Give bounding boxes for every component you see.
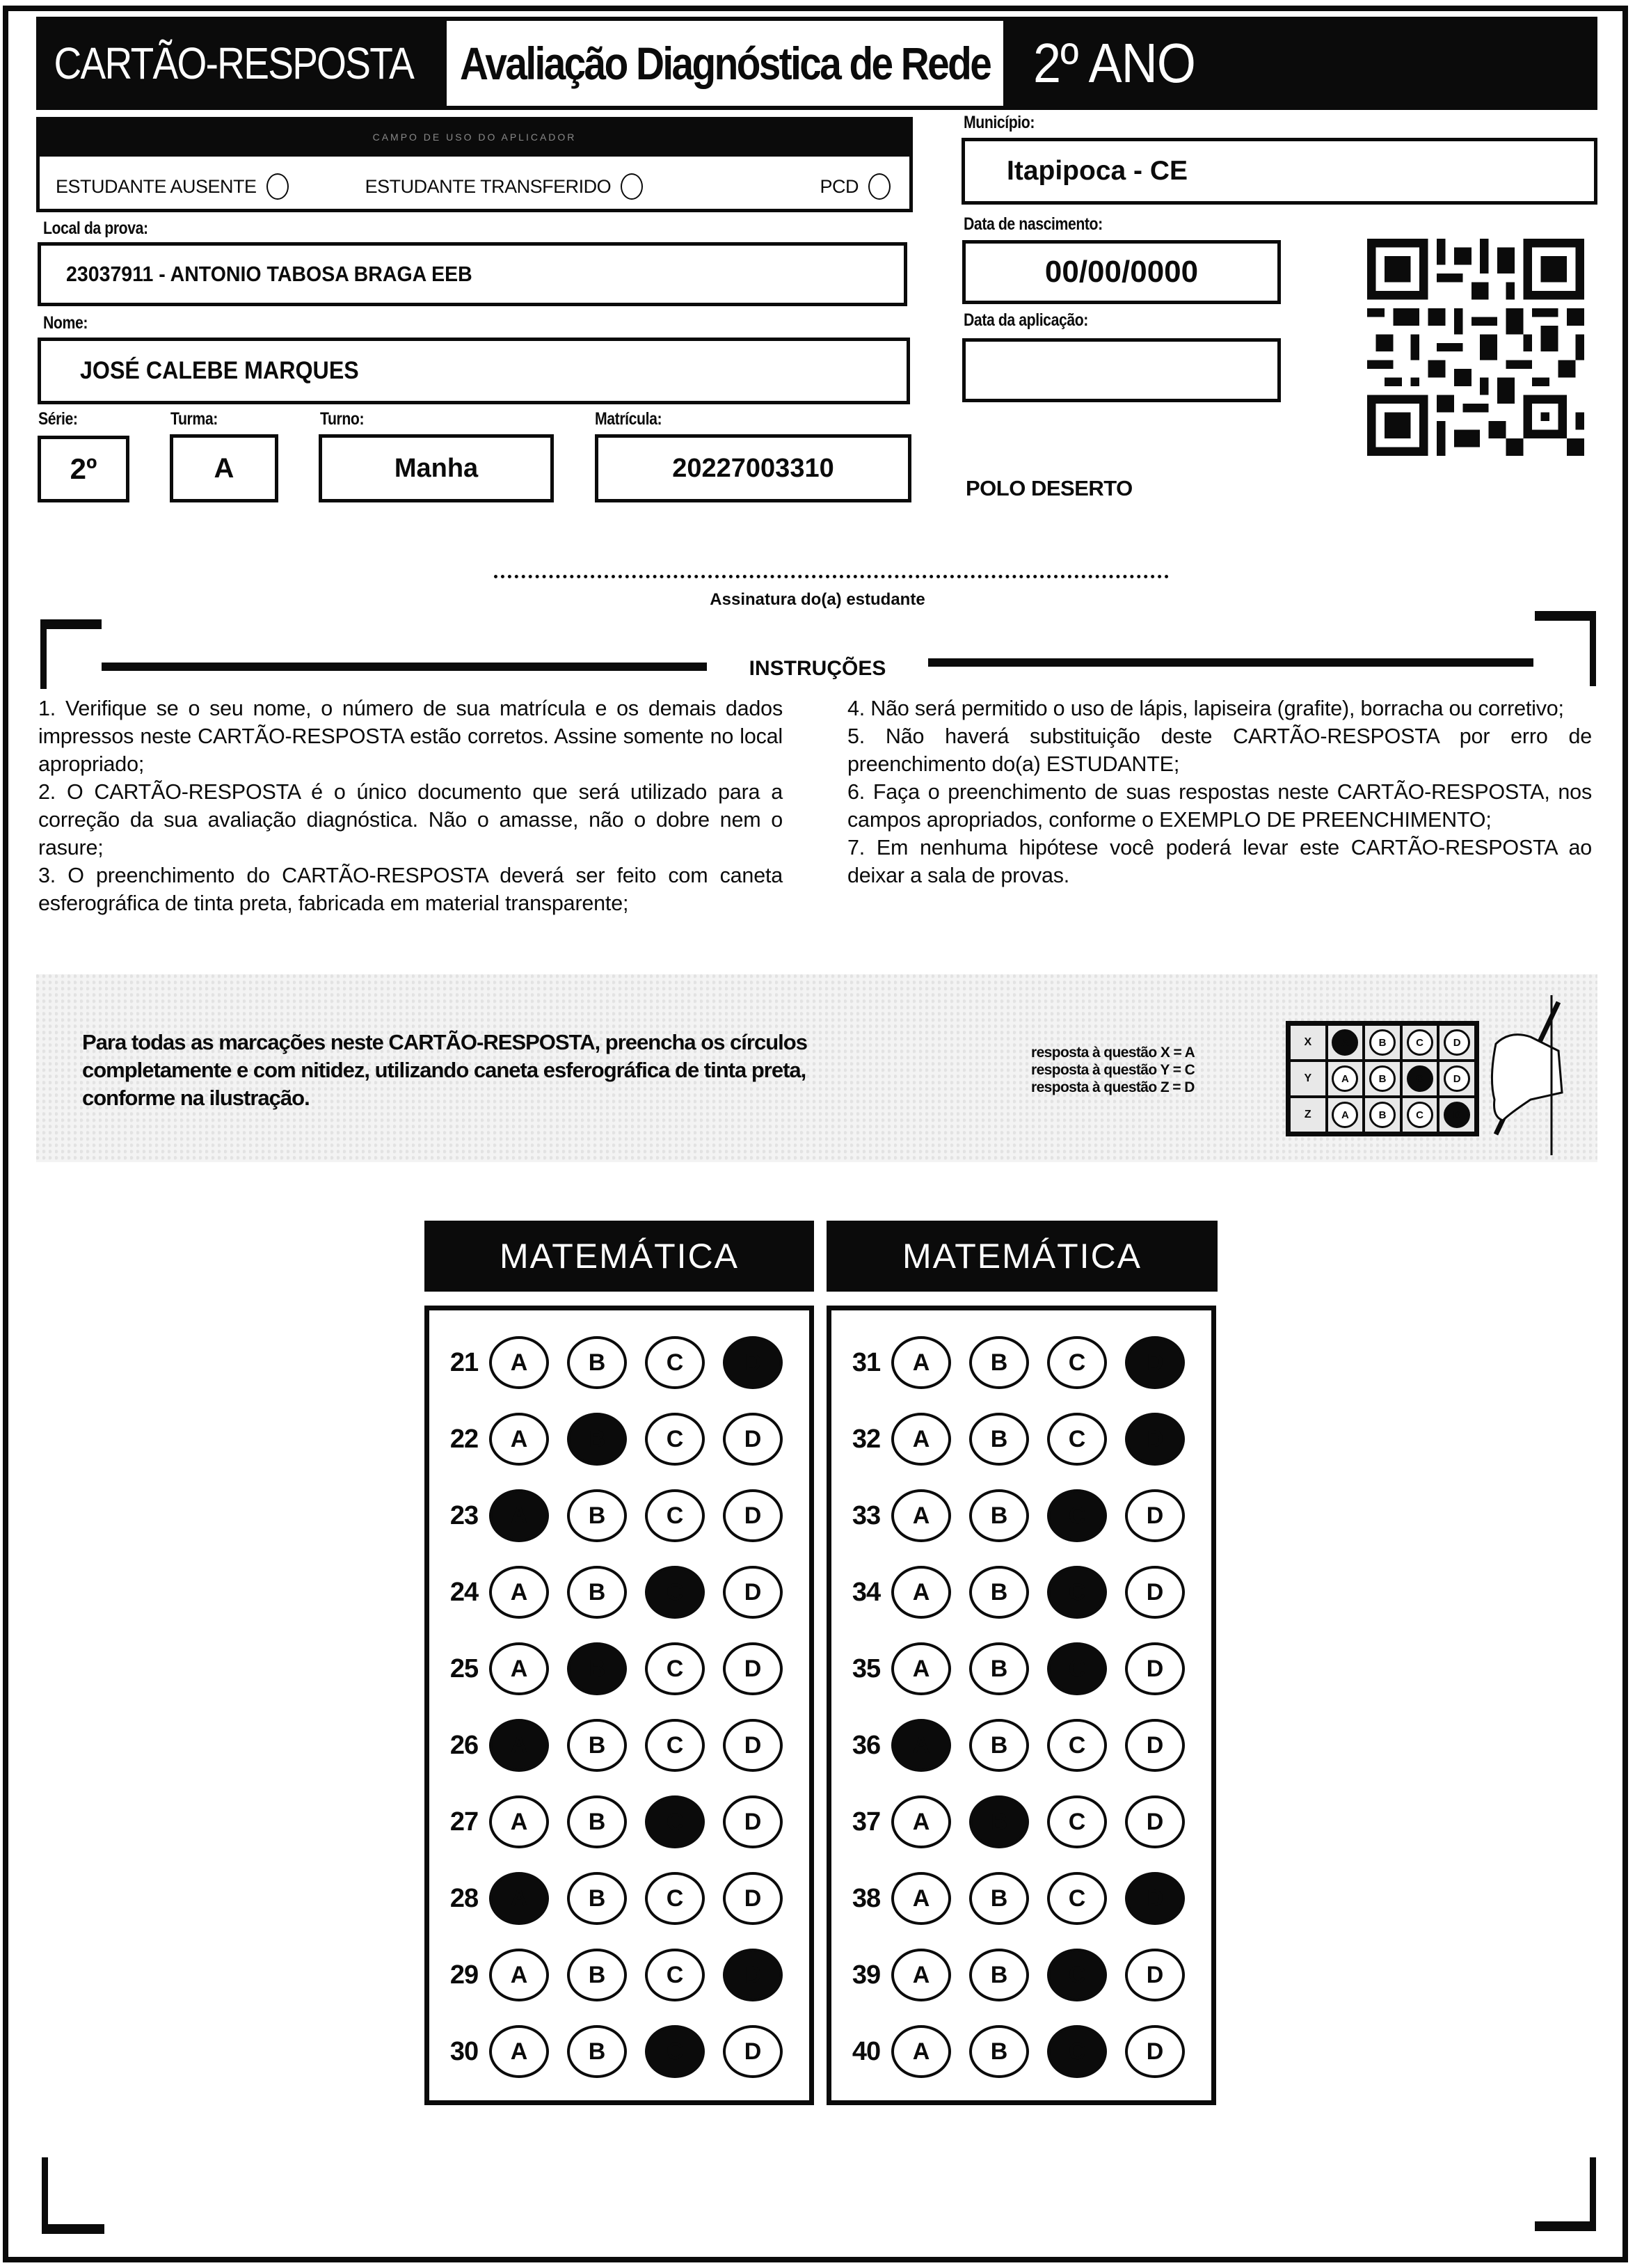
question-row	[429, 1554, 809, 1631]
card-label: CARTÃO-RESPOSTA	[54, 38, 414, 88]
example-bubble-d: D	[1444, 1065, 1470, 1092]
answer-bubble-a[interactable]: A	[891, 2025, 951, 2078]
question-number: 21	[449, 1347, 479, 1377]
question-number: 37	[852, 1807, 881, 1837]
answer-bubble-b[interactable]: B	[567, 1719, 627, 1772]
absent-radio[interactable]	[266, 173, 289, 200]
instructions-left	[38, 695, 783, 917]
question-row	[831, 1937, 1211, 2013]
example-cell	[1364, 1061, 1401, 1097]
answer-bubble-b[interactable]: B	[969, 1566, 1029, 1619]
title-box	[447, 21, 1003, 106]
pcd-radio[interactable]	[868, 173, 891, 200]
example-cell	[1401, 1024, 1439, 1061]
question-row	[831, 1554, 1211, 1631]
answer-bubble-a[interactable]: A	[489, 1489, 549, 1542]
question-row	[429, 2013, 809, 2090]
question-number: 40	[852, 2036, 881, 2066]
answer-bubble-d[interactable]: D	[1125, 1336, 1185, 1389]
question-row	[831, 1631, 1211, 1707]
answer-bubble-a[interactable]: A	[489, 1413, 549, 1466]
instruction-3: 3. O preenchimento do CARTÃO-RESPOSTA deverá ser feito com caneta esferográfica de tinta preta, fabricada em material transparente;	[38, 864, 783, 915]
instruction-2: 2. O CARTÃO-RESPOSTA é o único documento que será utilizado para a correção da sua avaliação diagnóstica. Não o amasse, não o dobre nem o rasure;	[38, 780, 783, 859]
instructions-right	[847, 695, 1592, 889]
corner-mark-tr-h	[1535, 611, 1596, 621]
example-cell	[1327, 1097, 1364, 1133]
serie-label: Série:	[38, 409, 78, 429]
answer-bubble-a[interactable]: A	[891, 1566, 951, 1619]
corner-mark-br-h	[1535, 2221, 1596, 2231]
instruction-5: 5. Não haverá substituição deste CARTÃO-RESPOSTA por erro de preenchimento do(a) ESTUDANTE;	[847, 724, 1592, 776]
signature-label: Assinatura do(a) estudante	[710, 590, 925, 609]
answer-bubble-b[interactable]: B	[567, 2025, 627, 2078]
example-cell	[1364, 1097, 1401, 1133]
question-number: 32	[852, 1424, 881, 1454]
answer-bubble-c[interactable]: C	[645, 1489, 705, 1542]
question-number: 29	[449, 1960, 479, 1990]
turma-field	[170, 434, 278, 502]
example-bubble-c: C	[1407, 1102, 1433, 1128]
answer-bubble-a[interactable]: A	[891, 1336, 951, 1389]
local-value: 23037911 - ANTONIO TABOSA BRAGA EEB	[66, 262, 472, 286]
answer-bubble-d[interactable]: D	[1125, 2025, 1185, 2078]
question-row	[831, 1860, 1211, 1937]
answer-bubble-a[interactable]: A	[891, 1719, 951, 1772]
corner-mark-tl-h	[40, 619, 102, 629]
answer-bubble-b[interactable]: B	[969, 1413, 1029, 1466]
answer-bubble-a[interactable]: A	[489, 2025, 549, 2078]
answer-bubble-b[interactable]: B	[969, 1872, 1029, 1925]
answer-bubble-d[interactable]: D	[1125, 1872, 1185, 1925]
instruction-1: 1. Verifique se o seu nome, o número de sua matrícula e os demais dados impressos neste CARTÃO-RESPOSTA estão corretos. Assine somente no local apropriado;	[38, 697, 783, 776]
answer-bubble-d[interactable]: D	[1125, 1413, 1185, 1466]
matricula-label: Matrícula:	[595, 409, 662, 429]
nome-value: JOSÉ CALEBE MARQUES	[80, 357, 359, 384]
answer-bubble-b[interactable]: B	[969, 2025, 1029, 2078]
answer-bubble-b[interactable]: B	[567, 1413, 627, 1466]
answer-bubble-a[interactable]: A	[891, 1795, 951, 1848]
example-bubble-a: A	[1332, 1102, 1358, 1128]
answer-bubble-a[interactable]: A	[891, 1489, 951, 1542]
question-number: 31	[852, 1347, 881, 1377]
turma-label: Turma:	[170, 409, 218, 429]
example-grid	[1286, 1021, 1479, 1136]
answer-bubble-a[interactable]: A	[891, 1413, 951, 1466]
answer-bubble-d[interactable]: D	[723, 1336, 783, 1389]
answer-bubble-b[interactable]: B	[969, 1949, 1029, 2001]
aplicacao-field	[962, 338, 1281, 402]
answer-bubble-b[interactable]: B	[567, 1949, 627, 2001]
option-transferred-label: ESTUDANTE TRANSFERIDO	[365, 175, 612, 197]
answer-bubble-b[interactable]: B	[567, 1566, 627, 1619]
question-number: 39	[852, 1960, 881, 1990]
answer-bubble-c[interactable]: C	[1047, 1336, 1107, 1389]
option-absent-label: ESTUDANTE AUSENTE	[56, 175, 257, 197]
question-row	[429, 1784, 809, 1860]
serie-field	[38, 436, 129, 502]
answer-bubble-c[interactable]: C	[645, 1566, 705, 1619]
applicator-band: CAMPO DE USO DO APLICADOR	[36, 117, 913, 157]
question-number: 22	[449, 1424, 479, 1454]
hand-pen-icon	[1482, 995, 1565, 1155]
legend-z: resposta à questão Z = D	[1031, 1079, 1195, 1095]
answer-bubble-d[interactable]: D	[723, 1566, 783, 1619]
question-row	[429, 1860, 809, 1937]
example-bubble-b: B	[1369, 1102, 1396, 1128]
matricula-field	[595, 434, 911, 502]
instructions-title: INSTRUÇÕES	[749, 657, 886, 680]
local-label: Local da prova:	[43, 219, 148, 238]
answer-bubble-a[interactable]: A	[891, 1872, 951, 1925]
example-bubble-a: A	[1332, 1065, 1358, 1092]
qr-code-icon	[1367, 239, 1584, 456]
example-cell	[1327, 1024, 1364, 1061]
example-question-label: X	[1289, 1024, 1327, 1061]
instruction-6: 6. Faça o preenchimento de suas respostas neste CARTÃO-RESPOSTA, nos campos apropriados, conforme o EXEMPLO DE PREENCHIMENTO;	[847, 780, 1592, 832]
legend-x: resposta à questão X = A	[1031, 1045, 1195, 1061]
answer-bubble-c[interactable]: C	[1047, 1642, 1107, 1695]
answer-bubble-a[interactable]: A	[489, 1795, 549, 1848]
polo-label: POLO DESERTO	[966, 476, 1133, 500]
answer-bubble-c[interactable]: C	[645, 1795, 705, 1848]
answer-bubble-b[interactable]: B	[969, 1489, 1029, 1542]
answer-bubble-a[interactable]: A	[891, 1949, 951, 2001]
example-bubble-b: B	[1369, 1065, 1396, 1092]
option-transferred[interactable]	[365, 173, 644, 200]
answer-bubble-a[interactable]: A	[891, 1642, 951, 1695]
option-pcd-label: PCD	[820, 175, 859, 197]
municipio-label: Município:	[964, 113, 1035, 132]
answer-bubble-d[interactable]: D	[723, 2025, 783, 2078]
answer-bubble-c[interactable]: C	[1047, 1413, 1107, 1466]
answer-bubble-d[interactable]: D	[1125, 1566, 1185, 1619]
question-row	[831, 1784, 1211, 1860]
page-title: Avaliação Diagnóstica de Rede	[459, 38, 991, 89]
turno-label: Turno:	[320, 409, 365, 429]
answer-bubble-c[interactable]: C	[1047, 1872, 1107, 1925]
question-number: 35	[852, 1654, 881, 1683]
transferred-radio[interactable]	[621, 173, 643, 200]
answer-bubble-d[interactable]: D	[723, 1719, 783, 1772]
question-number: 33	[852, 1500, 881, 1530]
answer-bubble-b[interactable]: B	[567, 1642, 627, 1695]
option-absent[interactable]	[56, 173, 289, 200]
answer-bubble-c[interactable]: C	[1047, 1566, 1107, 1619]
question-row	[429, 1477, 809, 1554]
question-number: 28	[449, 1883, 479, 1913]
answer-bubble-b[interactable]: B	[969, 1795, 1029, 1848]
answer-bubble-d[interactable]: D	[723, 1949, 783, 2001]
answer-bubble-b[interactable]: B	[567, 1336, 627, 1389]
answer-grid	[424, 1306, 814, 2105]
turno-value: Manha	[394, 453, 479, 483]
question-row	[831, 1401, 1211, 1477]
answer-bubble-d[interactable]: D	[1125, 1489, 1185, 1542]
question-row	[429, 1707, 809, 1784]
example-bubble-d: D	[1444, 1102, 1470, 1128]
matricula-value: 20227003310	[672, 453, 834, 483]
example-cell	[1438, 1061, 1476, 1097]
answer-bubble-b[interactable]: B	[969, 1336, 1029, 1389]
question-number: 36	[852, 1730, 881, 1760]
option-pcd[interactable]	[820, 173, 891, 200]
answer-bubble-b[interactable]: B	[567, 1489, 627, 1542]
answer-bubble-b[interactable]: B	[969, 1642, 1029, 1695]
answer-bubble-d[interactable]: D	[723, 1642, 783, 1695]
answer-bubble-d[interactable]: D	[1125, 1642, 1185, 1695]
example-cell	[1401, 1097, 1439, 1133]
answer-bubble-c[interactable]: C	[645, 1872, 705, 1925]
answer-bubble-c[interactable]: C	[1047, 1489, 1107, 1542]
answer-bubble-a[interactable]: A	[489, 1719, 549, 1772]
example-bubble-d: D	[1444, 1029, 1470, 1056]
question-number: 24	[449, 1577, 479, 1607]
question-number: 34	[852, 1577, 881, 1607]
example-question-label: Z	[1289, 1097, 1327, 1133]
question-row	[429, 1631, 809, 1707]
answer-bubble-b[interactable]: B	[567, 1872, 627, 1925]
answer-bubble-d[interactable]: D	[723, 1489, 783, 1542]
example-question-label: Y	[1289, 1061, 1327, 1097]
turma-value: A	[214, 452, 234, 484]
question-number: 30	[449, 2036, 479, 2066]
aplicacao-label: Data da aplicação:	[964, 310, 1088, 330]
example-cell	[1438, 1024, 1476, 1061]
serie-value: 2º	[70, 452, 97, 485]
answer-bubble-c[interactable]: C	[1047, 2025, 1107, 2078]
example-cell	[1401, 1061, 1439, 1097]
grade-label: 2º ANO	[1033, 32, 1196, 94]
answer-bubble-c[interactable]: C	[1047, 1795, 1107, 1848]
question-row	[831, 1324, 1211, 1401]
answer-bubble-c[interactable]: C	[645, 1413, 705, 1466]
answer-sheet-2	[827, 1221, 1218, 2105]
question-row	[831, 1477, 1211, 1554]
example-bubble-c: C	[1407, 1065, 1433, 1092]
example-bubble-b: B	[1369, 1029, 1396, 1056]
answer-bubble-a[interactable]: A	[489, 1336, 549, 1389]
question-row	[831, 2013, 1211, 2090]
answer-bubble-d[interactable]: D	[1125, 1949, 1185, 2001]
answer-bubble-d[interactable]: D	[1125, 1719, 1185, 1772]
question-number: 25	[449, 1654, 479, 1683]
nascimento-field	[962, 240, 1281, 304]
question-number: 38	[852, 1883, 881, 1913]
answer-bubble-c[interactable]: C	[1047, 1719, 1107, 1772]
answer-bubble-b[interactable]: B	[567, 1795, 627, 1848]
applicator-options	[56, 166, 898, 207]
local-field	[38, 242, 907, 306]
municipio-value: Itapipoca - CE	[1007, 156, 1188, 186]
answer-bubble-d[interactable]: D	[1125, 1795, 1185, 1848]
nome-label: Nome:	[43, 313, 88, 333]
question-row	[831, 1707, 1211, 1784]
subject-header: MATEMÁTICA	[424, 1221, 814, 1292]
signature-line[interactable]	[494, 575, 1169, 578]
answer-bubble-b[interactable]: B	[969, 1719, 1029, 1772]
answer-bubble-d[interactable]: D	[723, 1872, 783, 1925]
nascimento-label: Data de nascimento:	[964, 214, 1103, 234]
instruction-7: 7. Em nenhuma hipótese você poderá levar este CARTÃO-RESPOSTA ao deixar a sala de provas.	[847, 836, 1592, 887]
corner-mark-br	[1590, 2157, 1596, 2230]
instruction-4: 4. Não será permitido o uso de lápis, lapiseira (grafite), borracha ou corretivo;	[847, 697, 1564, 720]
example-cell	[1364, 1024, 1401, 1061]
nascimento-value: 00/00/0000	[1044, 255, 1199, 289]
answer-bubble-c[interactable]: C	[645, 1949, 705, 2001]
answer-bubble-d[interactable]: D	[723, 1413, 783, 1466]
corner-mark-bl-h	[42, 2224, 104, 2234]
answer-bubble-a[interactable]: A	[489, 1566, 549, 1619]
example-cell	[1327, 1061, 1364, 1097]
example-cell	[1438, 1097, 1476, 1133]
legend-y: resposta à questão Y = C	[1031, 1062, 1195, 1078]
turno-field	[319, 434, 554, 502]
question-row	[429, 1401, 809, 1477]
question-number: 26	[449, 1730, 479, 1760]
question-number: 23	[449, 1500, 479, 1530]
answer-bubble-a[interactable]: A	[489, 1872, 549, 1925]
nome-field	[38, 338, 910, 404]
answer-bubble-a[interactable]: A	[489, 1642, 549, 1695]
example-bubble-c: C	[1407, 1029, 1433, 1056]
answer-bubble-d[interactable]: D	[723, 1795, 783, 1848]
question-row	[429, 1937, 809, 2013]
question-number: 27	[449, 1807, 479, 1837]
answer-bubble-c[interactable]: C	[645, 1719, 705, 1772]
example-bubble-a: A	[1332, 1029, 1358, 1056]
corner-mark-bl	[42, 2157, 48, 2234]
municipio-field	[962, 138, 1597, 205]
answer-bubble-c[interactable]: C	[645, 1642, 705, 1695]
answer-bubble-c[interactable]: C	[1047, 1949, 1107, 2001]
example-legend	[1031, 1044, 1195, 1096]
answer-bubble-c[interactable]: C	[645, 2025, 705, 2078]
subject-header: MATEMÁTICA	[827, 1221, 1218, 1292]
answer-sheet-1	[424, 1221, 814, 2105]
example-text: Para todas as marcações neste CARTÃO-RESPOSTA, preencha os círculos completamente e com nitidez, utilizando caneta esferográfica de tinta preta, conforme na ilustração.	[82, 1030, 807, 1110]
question-row	[429, 1324, 809, 1401]
answer-grid	[827, 1306, 1216, 2105]
answer-bubble-a[interactable]: A	[489, 1949, 549, 2001]
answer-bubble-c[interactable]: C	[645, 1336, 705, 1389]
